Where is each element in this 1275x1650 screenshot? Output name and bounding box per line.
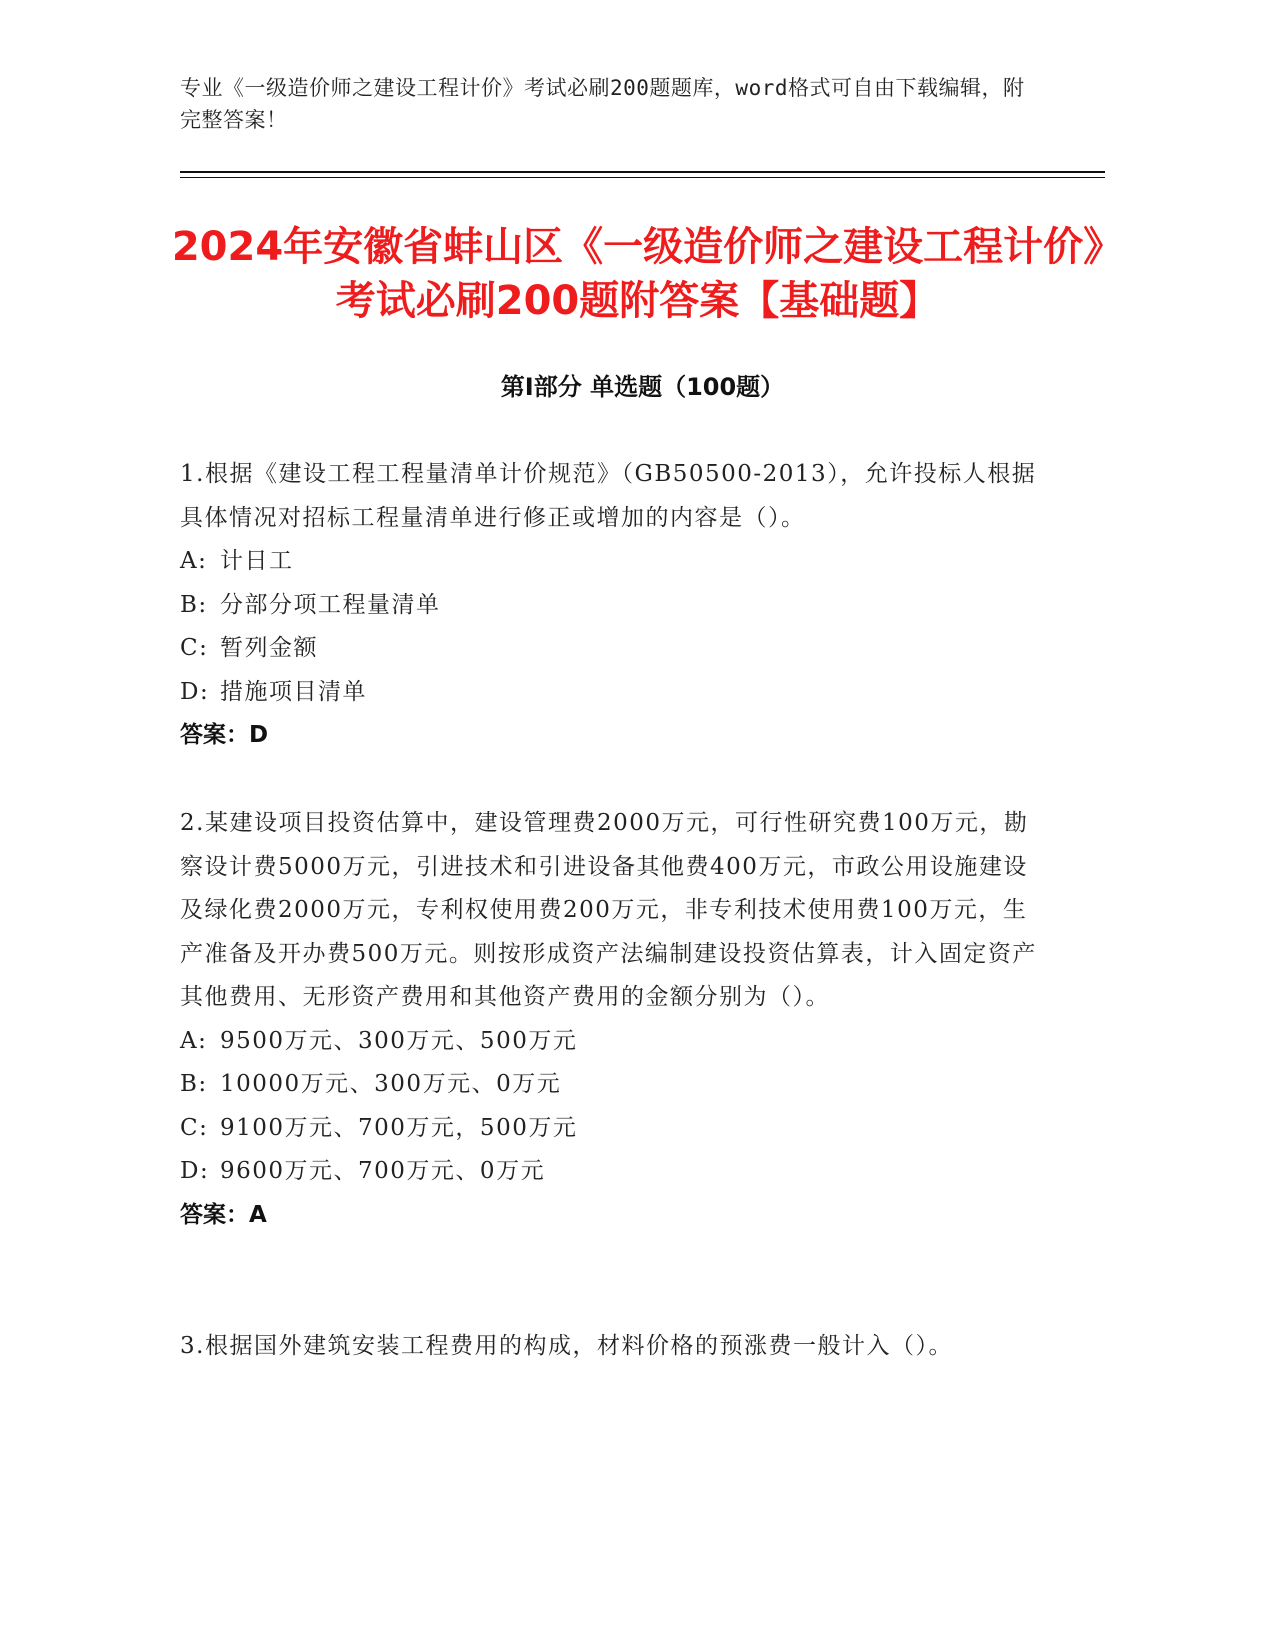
answer-line: 答案：D <box>180 722 269 748</box>
option-c <box>180 627 1040 671</box>
option-letter: A: <box>180 1027 208 1054</box>
option-d <box>180 1150 1040 1194</box>
option-letter: D: <box>180 678 210 705</box>
option-text: 计日工 <box>220 548 294 574</box>
question-2 <box>180 802 1040 1237</box>
option-a <box>180 1020 1040 1064</box>
header-divider-thin <box>180 177 1105 178</box>
option-a <box>180 540 1040 584</box>
option-text: 9500万元、300万元、500万元 <box>220 1027 578 1054</box>
question-stem: 1.根据《建设工程工程量清单计价规范》（GB50500-2013），允许投标人根据具体情况对招标工程量清单进行修正或增加的内容是（）。 <box>180 461 1037 531</box>
question-3 <box>180 1325 1040 1369</box>
option-b <box>180 584 1040 628</box>
option-letter: D: <box>180 1158 210 1184</box>
option-text: 措施项目清单 <box>220 678 367 705</box>
option-letter: B: <box>180 1071 208 1097</box>
question-stem: 3.根据国外建筑安装工程费用的构成，材料价格的预涨费一般计入（）。 <box>180 1333 953 1359</box>
option-text: 分部分项工程量清单 <box>220 591 441 618</box>
option-letter: C: <box>180 635 209 661</box>
header-divider-thick <box>180 171 1105 173</box>
option-letter: B: <box>180 591 208 618</box>
header-note: 专业《一级造价师之建设工程计价》考试必刷200题题库，word格式可自由下载编辑，附完整答案！ <box>180 76 1025 132</box>
option-text: 10000万元、300万元、0万元 <box>220 1071 562 1097</box>
option-letter: A: <box>180 548 208 574</box>
option-c <box>180 1107 1040 1151</box>
option-b <box>180 1063 1040 1107</box>
option-letter: C: <box>180 1114 209 1141</box>
section-heading: 第I部分 单选题（100题） <box>500 373 785 401</box>
option-text: 暂列金额 <box>220 635 318 661</box>
document-title: 2024年安徽省蚌山区《一级造价师之建设工程计价》考试必刷200题附答案【基础题】 <box>171 224 1104 324</box>
option-text: 9100万元、700万元，500万元 <box>220 1114 578 1141</box>
option-d <box>180 671 1040 715</box>
question-1 <box>180 453 1040 758</box>
option-text: 9600万元、700万元、0万元 <box>220 1158 546 1184</box>
question-stem: 2.某建设项目投资估算中，建设管理费2000万元，可行性研究费100万元，勘察设计费5000万元，引进技术和引进设备其他费400万元，市政公用设施建设及绿化费2000万元，专利权使用费200万元，非专利技术使用费100万元，生产准备及开办费500万元。则按形成资产法编制建设投资估算表，计入固定资产其他费用、无形资产费用和其他资产费用的金额分别为（）。 <box>180 810 1037 1010</box>
answer-line: 答案：A <box>180 1201 267 1228</box>
